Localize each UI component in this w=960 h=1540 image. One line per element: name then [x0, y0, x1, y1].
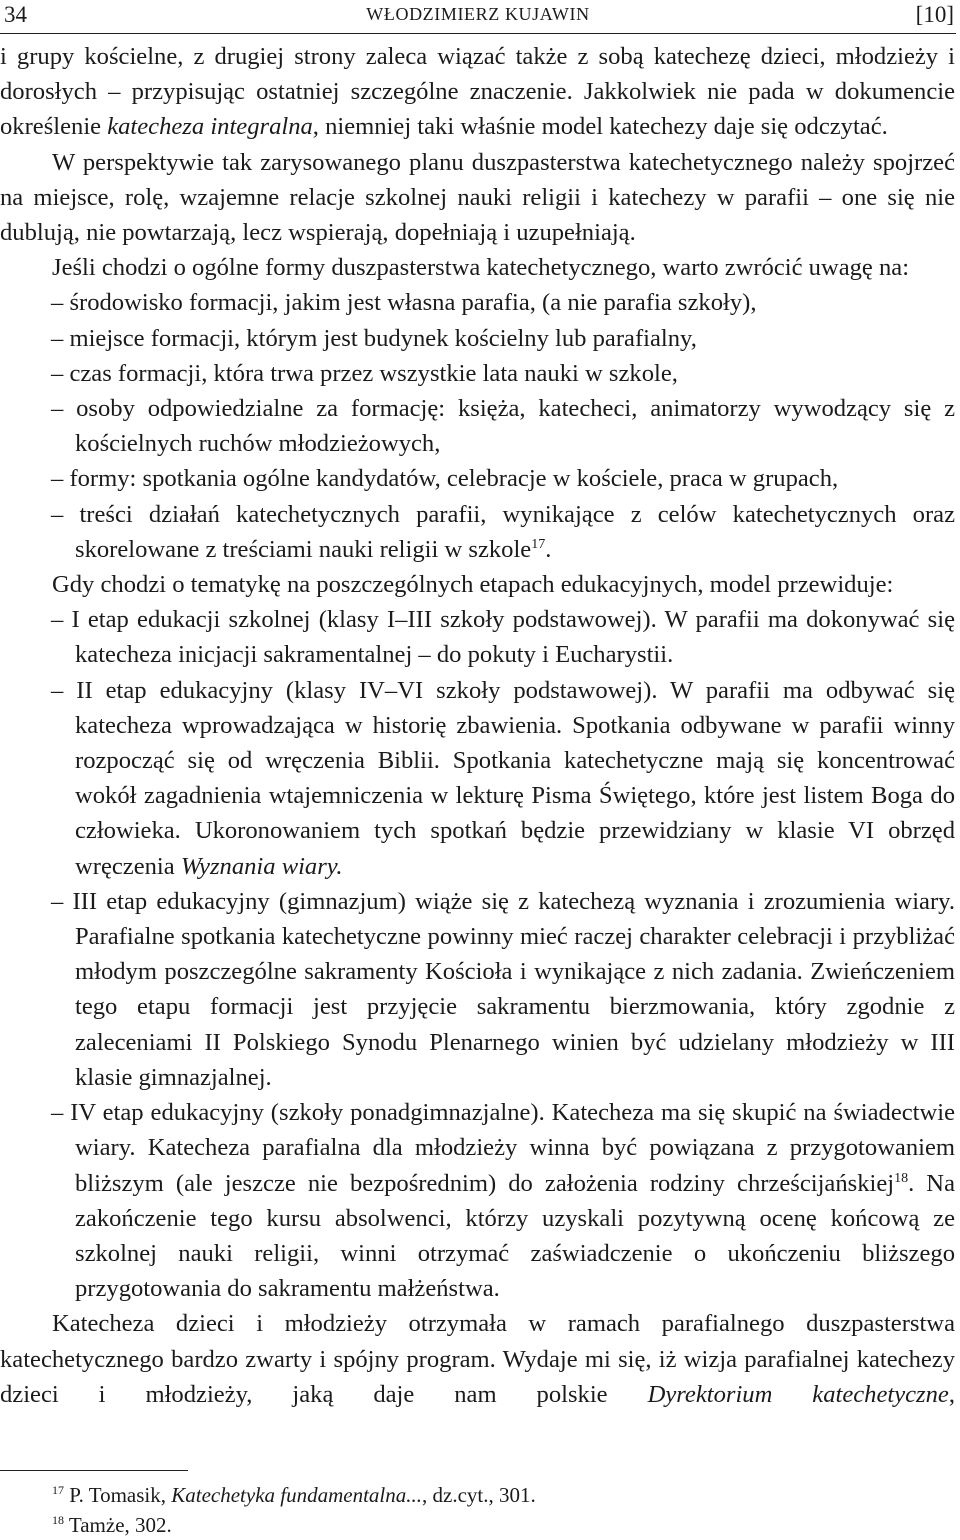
list-item: – miejsce formacji, którym jest budynek kościelny lub parafialny, — [51, 324, 697, 352]
footnote-rule — [0, 1470, 188, 1471]
list-item: – środowisko formacji, jakim jest własna parafia, (a nie parafia szkoły), — [51, 289, 757, 317]
list-item: – II etap edukacyjny (klasy IV–VI szkoły podstawowej). W parafii ma odbywać się katecheza wprowadzająca w historię zbawienia. Spotkania odbywane w parafii winny rozpocząć się od wręczenia Biblii. Spotkania katechetyczne mają się koncentrować wokół zagadnienia wtajemniczenia w lekturę Pisma Świętego, które jest listem Boga do człowieka. Ukoronowaniem tych spotkań będzie przewidziany w klasie VI obrzęd wręczenia Wyznania wiary. — [51, 676, 955, 880]
footnote-ref-18: 18 — [894, 1170, 909, 1186]
emphasis: Wyznania wiary. — [180, 852, 343, 880]
paragraph-1: i grupy kościelne, z drugiej strony zaleca wiązać także z sobą katechezę dzieci, młodzieży i dorosłych – przypisując ostatniej szczególne znaczenie. Jakkolwiek nie pada w dokumencie określenie katecheza integralna, niemniej taki właśnie model katechezy daje się odczytać. — [0, 43, 955, 141]
paragraph-2: W perspektywie tak zarysowanego planu duszpasterstwa katechetycznego należy spojrzeć na miejsce, rolę, wzajemne relacje szkolnej nauki religii i katechezy w parafii – one się nie dublują, nie powtarzają, lecz wspierają, dopełniają i uzupełniają. — [0, 148, 955, 247]
list-item: – formy: spotkania ogólne kandydatów, celebracje w kościele, praca w grupach, — [51, 465, 839, 493]
paragraph-4: Gdy chodzi o tematykę na poszczególnych etapach edukacyjnych, model przewiduje: — [52, 571, 894, 599]
emphasis: katecheza integralna — [107, 113, 313, 141]
body-text — [0, 39, 955, 1412]
footnotes — [0, 1480, 955, 1540]
section-number: [10] — [915, 2, 954, 27]
footnote-18: $^{18}$ Tamże, 302. — [52, 1513, 172, 1537]
list-item: – treści działań katechetycznych parafii, wynikające z celów katechetycznych oraz skorelowane z treściami nauki religii w szkole$^{17}$. — [51, 500, 955, 563]
list-item: – IV etap edukacyjny (szkoły ponadgimnazjalne). Katecheza ma się skupić na świadectwie wiary. Katecheza parafialna dla młodzieży winna być powiązana z przygotowaniem bliższym (ale jeszcze nie bezpośrednim) do założenia rodziny chrześcijańskiej$^{18}$. Na zakończenie tego kursu absolwenci, którzy uzyskali pozytywną ocenę końcową ze szkolnej nauki religii, winni otrzymać zaświadczenie o ukończeniu bliższego przygotowania do sakramentu małżeństwa. — [51, 1099, 955, 1303]
paragraph-5: Katecheza dzieci i młodzieży otrzymała w ramach parafialnego duszpasterstwa katechetycznego bardzo zwarty i spójny program. Wydaje mi się, iż wizja parafialnej katechezy dzieci i młodzieży, jaką daje nam polskie Dyrektorium katechetyczne, — [0, 1310, 955, 1408]
page-number: 34 — [4, 2, 27, 27]
list-item: – czas formacji, która trwa przez wszystkie lata nauki w szkole, — [51, 359, 678, 387]
list-item: – III etap edukacyjny (gimnazjum) wiąże się z katechezą wyznania i zrozumienia wiary. Parafialne spotkania katechetyczne powinny mieć raczej charakter celebracji i przybliżać młodym poszczególne sakramenty Kościoła i wynikające z nich zadania. Zwieńczeniem tego etapu formacji jest przyjęcie sakramentu bierzmowania, który zgodnie z zaleceniami II Polskiego Synodu Plenarnego winien być udzielany młodzieży w III klasie gimnazjalnej. — [51, 887, 955, 1091]
emphasis: Katechetyka fundamentalna... — [171, 1483, 423, 1507]
list-item: – osoby odpowiedzialne za formację: księża, katecheci, animatorzy wywodzący się z kościelnych ruchów młodzieżowych, — [51, 395, 955, 458]
running-author: WŁODZIMIERZ KUJAWIN — [366, 4, 590, 24]
running-header — [0, 0, 956, 32]
footnote-17: $^{17}$ P. Tomasik, Katechetyka fundamentalna..., dz.cyt., 301. — [52, 1483, 536, 1507]
header-rule — [0, 33, 956, 34]
footnote-number: 17 — [52, 1483, 64, 1497]
footnote-number: 18 — [52, 1513, 64, 1527]
footnote-ref-17: 17 — [531, 536, 546, 552]
paragraph-3: Jeśli chodzi o ogólne formy duszpasterstwa katechetycznego, warto zwrócić uwagę na: — [52, 254, 910, 282]
emphasis: Dyrektorium katechetyczne — [647, 1380, 949, 1408]
list-item: – I etap edukacji szkolnej (klasy I–III szkoły podstawowej). W parafii ma dokonywać się katecheza inicjacji sakramentalnej – do pokuty i Eucharystii. — [51, 606, 955, 669]
